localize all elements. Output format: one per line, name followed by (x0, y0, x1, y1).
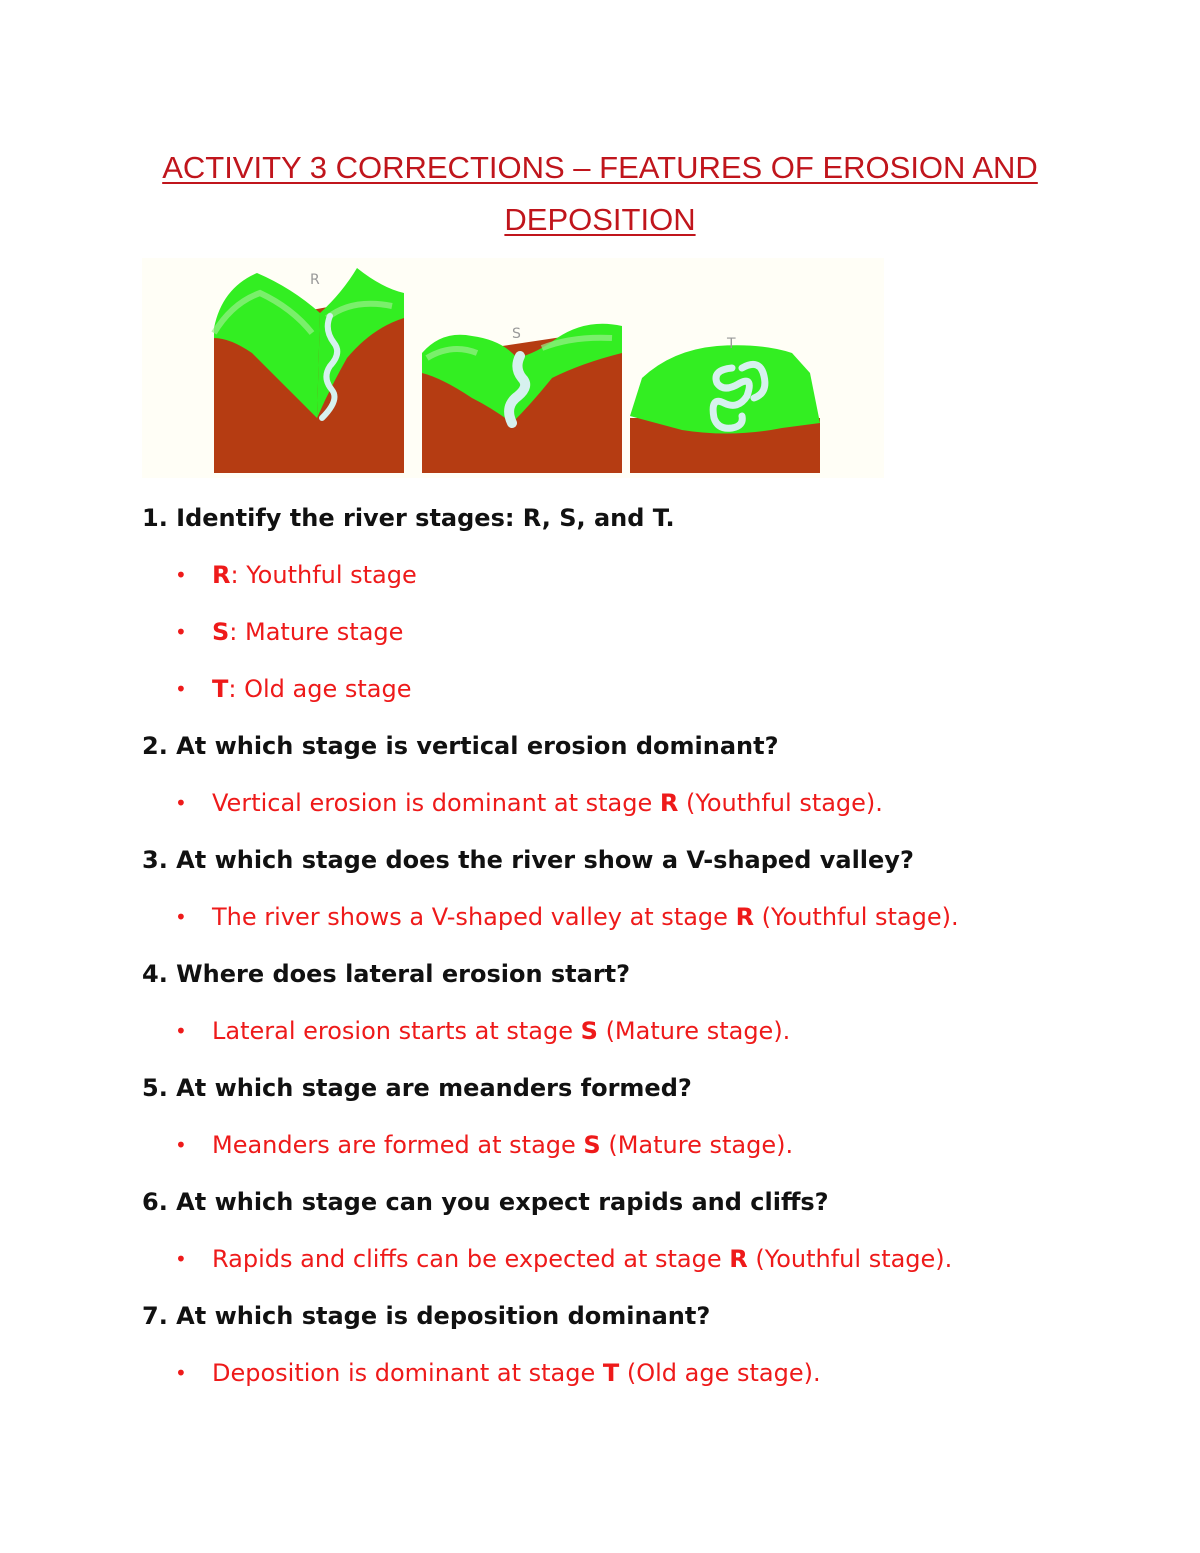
answer-6 (142, 1237, 1142, 1294)
bullet-icon: • (175, 1133, 187, 1157)
stage-s-block (422, 324, 622, 473)
answer-1-r (142, 553, 1142, 610)
bullet-icon: • (175, 677, 187, 701)
answer-2 (142, 781, 1142, 838)
answer-text-post: (Old age stage). (619, 1359, 821, 1387)
question-1-text: 1. Identify the river stages: R, S, and T. (142, 504, 675, 532)
page-title-line-2: DEPOSITION (504, 202, 696, 237)
answer-text: : Old age stage (228, 675, 412, 703)
question-3-text: 3. At which stage does the river show a V-shaped valley? (142, 846, 914, 874)
answer-text-post: (Youthful stage). (754, 903, 959, 931)
question-4-text: 4. Where does lateral erosion start? (142, 960, 631, 988)
question-item-3 (142, 838, 1142, 952)
answer-text-pre: The river shows a V-shaped valley at stage (212, 903, 736, 931)
answer-key: S (212, 618, 230, 646)
answer-1-t (142, 667, 1142, 724)
answer-4 (142, 1009, 1142, 1066)
river-stages-illustration (142, 258, 884, 478)
question-item-1 (142, 496, 1142, 724)
question-2-text: 2. At which stage is vertical erosion dominant? (142, 732, 779, 760)
answer-text-pre: Lateral erosion starts at stage (212, 1017, 581, 1045)
question-item-4 (142, 952, 1142, 1066)
answer-key: R (735, 903, 755, 931)
answer-key: S (583, 1131, 601, 1159)
question-5-text: 5. At which stage are meanders formed? (142, 1074, 692, 1102)
answer-text-post: (Youthful stage). (678, 789, 883, 817)
answer-text-pre: Vertical erosion is dominant at stage (212, 789, 660, 817)
river-stages-figure (142, 258, 884, 478)
question-6-text: 6. At which stage can you expect rapids and cliffs? (142, 1188, 829, 1216)
stage-s-label: S (512, 326, 521, 342)
answer-text-pre: Meanders are formed at stage (212, 1131, 584, 1159)
answer-text-pre: Rapids and cliffs can be expected at stage (212, 1245, 730, 1273)
answer-3 (142, 895, 1142, 952)
answer-1-s (142, 610, 1142, 667)
question-7-text: 7. At which stage is deposition dominant? (142, 1302, 711, 1330)
bullet-icon: • (175, 620, 187, 644)
answer-text-post: (Mature stage). (600, 1131, 794, 1159)
bullet-icon: • (175, 791, 187, 815)
answer-5 (142, 1123, 1142, 1180)
stage-r-label: R (310, 272, 320, 288)
stage-t-block (630, 345, 820, 473)
answer-key: R (729, 1245, 748, 1273)
bullet-icon: • (175, 1361, 187, 1385)
answer-text: : Youthful stage (230, 561, 417, 589)
question-item-7 (142, 1294, 1142, 1408)
answer-text-pre: Deposition is dominant at stage (212, 1359, 603, 1387)
stage-r-block (214, 268, 404, 473)
page-title-line-1: ACTIVITY 3 CORRECTIONS – FEATURES OF EROSION AND (162, 150, 1038, 185)
question-item-2 (142, 724, 1142, 838)
answer-key: R (212, 561, 231, 589)
bullet-icon: • (175, 1247, 187, 1271)
bullet-icon: • (175, 563, 187, 587)
answer-key: R (659, 789, 679, 817)
page-title (0, 142, 1200, 246)
answer-text: : Mature stage (229, 618, 404, 646)
answer-7 (142, 1351, 1142, 1408)
answer-key: T (602, 1359, 620, 1387)
stage-t-label: T (727, 336, 736, 352)
answer-key: S (580, 1017, 598, 1045)
bullet-icon: • (175, 1019, 187, 1043)
question-item-6 (142, 1180, 1142, 1294)
answer-text-post: (Youthful stage). (747, 1245, 953, 1273)
questions-list (142, 496, 1142, 1408)
answer-key: T (212, 675, 229, 703)
bullet-icon: • (175, 905, 187, 929)
answer-text-post: (Mature stage). (597, 1017, 791, 1045)
question-item-5 (142, 1066, 1142, 1180)
